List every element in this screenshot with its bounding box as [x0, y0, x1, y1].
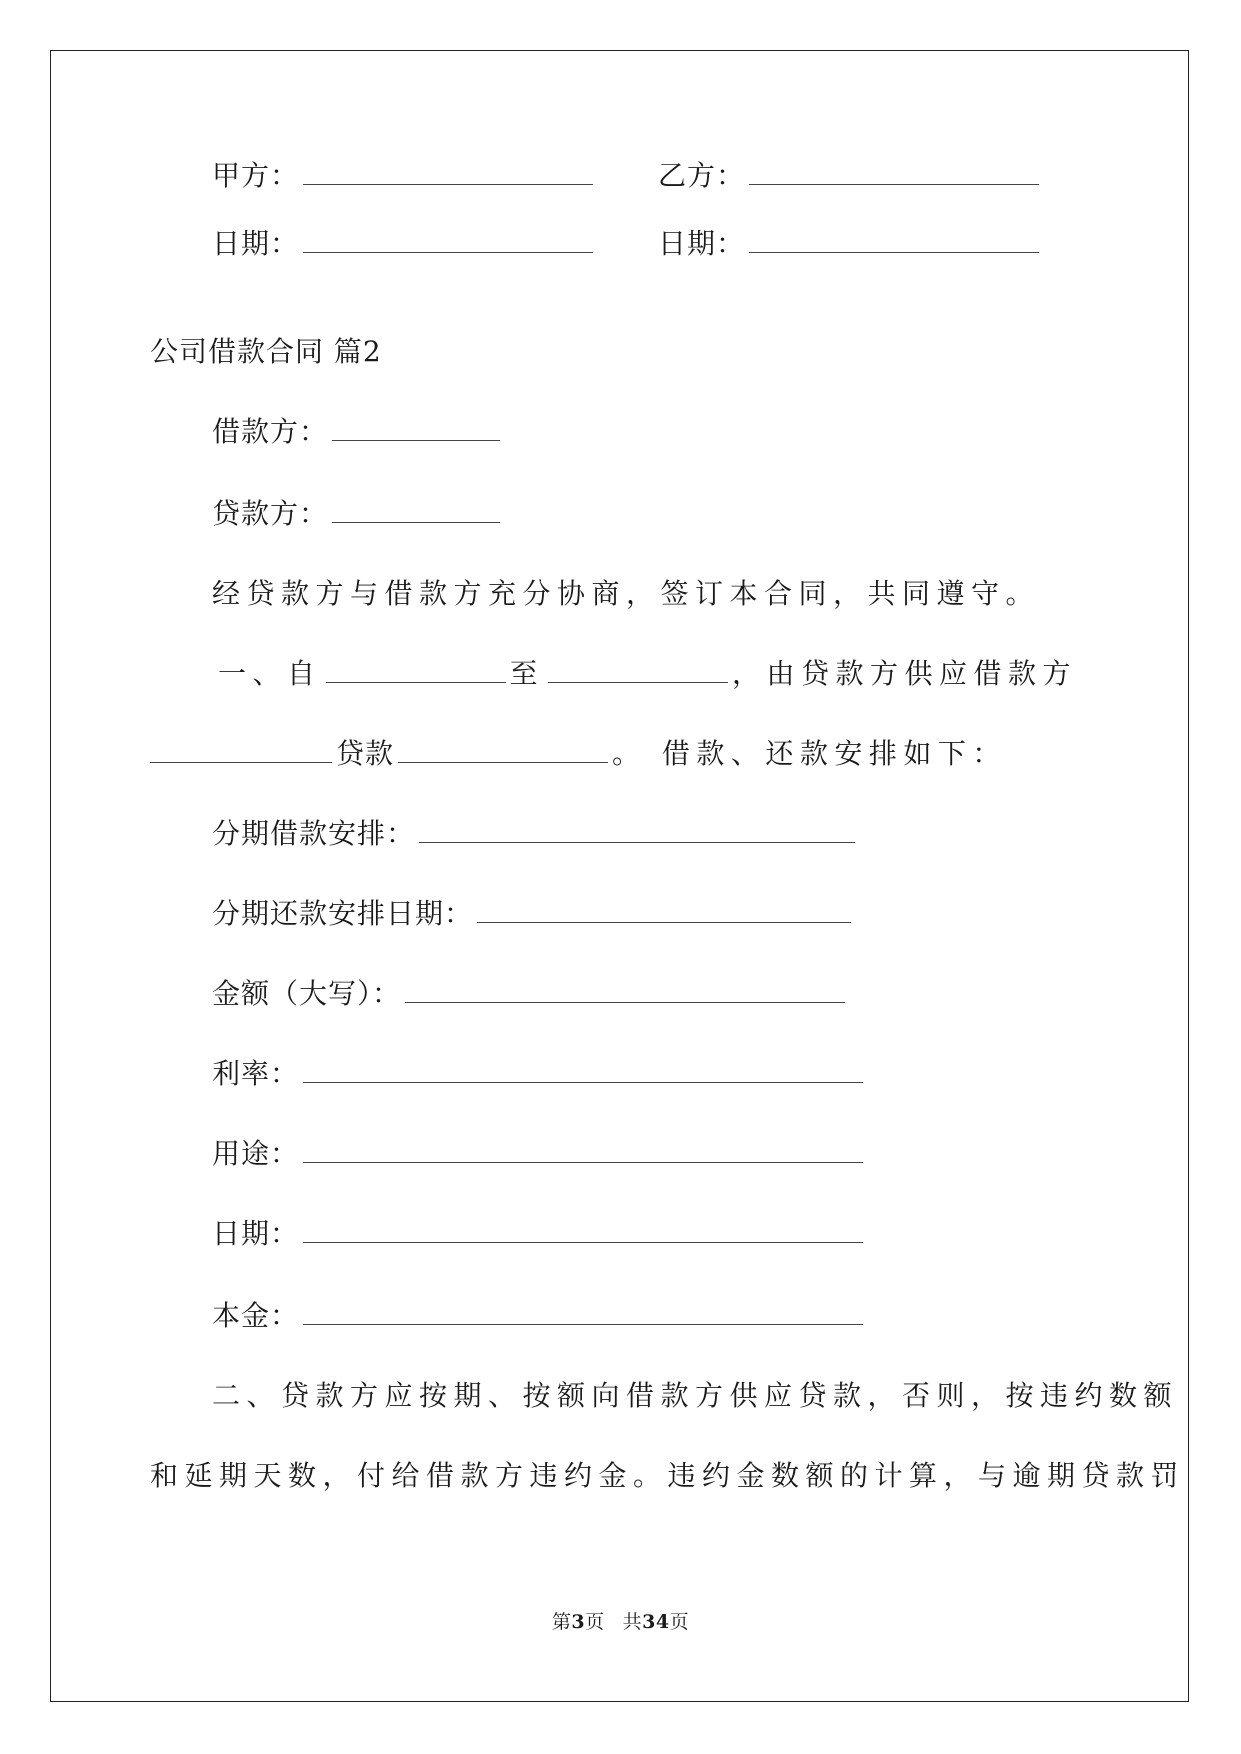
section-title: 公司借款合同 篇2	[150, 335, 382, 368]
party-b-line	[658, 158, 1039, 194]
purpose-blank	[303, 1136, 863, 1163]
purpose-label: 用途：	[212, 1137, 300, 1170]
clause1-amount-blank	[150, 736, 332, 763]
installment-repay-label: 分期还款安排日期：	[212, 897, 474, 930]
lender-blank	[332, 496, 500, 523]
date-right-line	[658, 226, 1039, 262]
amount-line	[212, 976, 845, 1012]
footer-page-number: 3	[571, 1611, 586, 1633]
date-left-blank	[303, 226, 593, 253]
page-footer	[0, 1610, 1241, 1634]
clause1-line1	[218, 656, 1077, 692]
clause1-loan: 贷款	[336, 737, 395, 770]
clause1-loan-blank	[398, 736, 608, 763]
purpose-line	[212, 1136, 863, 1172]
installment-loan-blank	[419, 816, 855, 843]
date-left-label: 日期：	[212, 227, 300, 260]
clause1-line2	[150, 736, 1007, 772]
installment-loan-label: 分期借款安排：	[212, 817, 416, 850]
date-right-blank	[749, 226, 1039, 253]
principal-line	[212, 1298, 863, 1334]
clause2-line1: 二、贷款方应按期、按额向借款方供应贷款，否则，按违约数额	[212, 1379, 1179, 1412]
date-label: 日期：	[212, 1217, 300, 1250]
borrower-label: 借款方：	[212, 415, 329, 448]
date-right-label: 日期：	[658, 227, 746, 260]
amount-blank	[405, 976, 845, 1003]
clause1-from-blank	[326, 656, 506, 683]
lender-line	[212, 496, 500, 532]
party-a-label: 甲方：	[212, 159, 300, 192]
interest-rate-blank	[303, 1056, 863, 1083]
interest-rate-label: 利率：	[212, 1057, 300, 1090]
footer-total-pages: 34	[642, 1611, 670, 1633]
clause1-prefix: 一、自	[218, 657, 322, 690]
installment-repay-blank	[477, 896, 851, 923]
borrower-line	[212, 414, 500, 450]
party-a-blank	[303, 158, 593, 185]
lender-label: 贷款方：	[212, 497, 329, 530]
principal-blank	[303, 1298, 863, 1325]
party-b-blank	[749, 158, 1039, 185]
footer-prefix: 第	[551, 1611, 572, 1633]
clause1-tail: 。 借款、还款安排如下：	[612, 737, 1007, 770]
amount-label: 金额（大写）：	[212, 977, 402, 1010]
installment-loan-line	[212, 816, 855, 852]
footer-page-suffix: 页	[585, 1611, 605, 1633]
page-border	[50, 50, 1189, 1702]
clause2-line2: 和延期天数，付给借款方违约金。违约金数额的计算，与逾期贷款罚	[150, 1459, 1186, 1492]
date-blank	[303, 1216, 863, 1243]
interest-rate-line	[212, 1056, 863, 1092]
party-a-line	[212, 158, 593, 194]
footer-total-prefix: 共	[622, 1611, 643, 1633]
footer-total-suffix: 页	[669, 1611, 690, 1633]
clause1-rest: ，由贷款方供应借款方	[732, 657, 1078, 690]
installment-repay-line	[212, 896, 851, 932]
clause1-to-blank	[548, 656, 728, 683]
intro-paragraph: 经贷款方与借款方充分协商，签订本合同，共同遵守。	[212, 577, 1041, 610]
clause1-to: 至	[509, 657, 545, 690]
principal-label: 本金：	[212, 1299, 300, 1332]
borrower-blank	[332, 414, 500, 441]
date-left-line	[212, 226, 593, 262]
date-line	[212, 1216, 863, 1252]
party-b-label: 乙方：	[658, 159, 746, 192]
